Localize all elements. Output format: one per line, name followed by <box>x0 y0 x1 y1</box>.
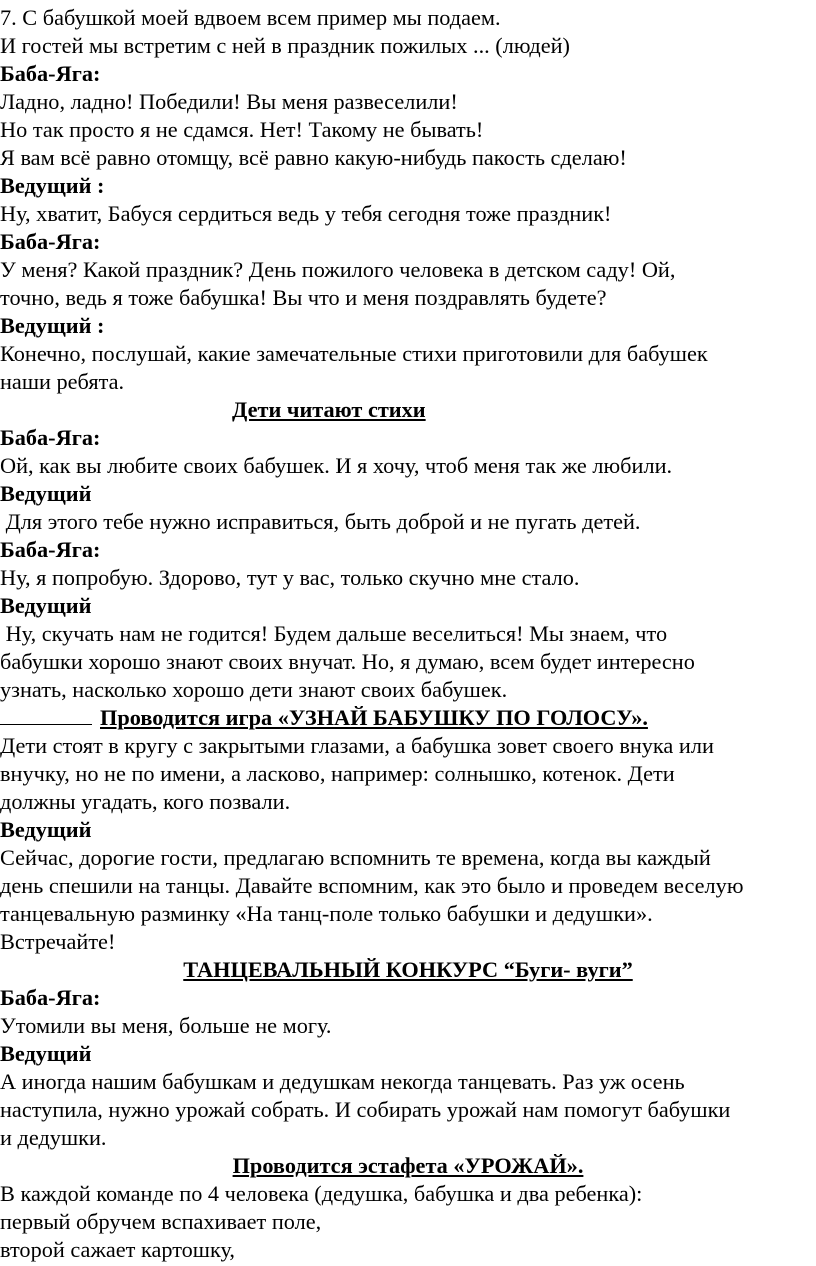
text-line: и дедушки. <box>0 1125 107 1150</box>
text-line: У меня? Какой праздник? День пожилого человека в детском саду! Ой, <box>0 257 676 282</box>
text-line: Конечно, послушай, какие замечательные стихи приготовили для бабушек <box>0 341 708 366</box>
speaker-label: Ведущий <box>0 481 92 506</box>
section-heading: Проводится игра «УЗНАЙ БАБУШКУ ПО ГОЛОСУ». <box>100 705 648 730</box>
speaker-label: Баба-Яга: <box>0 985 101 1010</box>
text-line: бабушки хорошо знают своих внучат. Но, я думаю, всем будет интересно <box>0 649 695 674</box>
section-heading-row <box>0 704 648 731</box>
text-line: Для этого тебе нужно исправиться, быть доброй и не пугать детей. <box>0 509 641 534</box>
text-line: Встречайте! <box>0 929 116 954</box>
section-heading: Проводится эстафета «УРОЖАЙ». <box>232 1153 584 1178</box>
text-line: должны угадать, кого позвали. <box>0 789 291 814</box>
text-line: наши ребята. <box>0 369 125 394</box>
text-line: танцевальную разминку «На танц-поле только бабушки и дедушки». <box>0 901 653 926</box>
text-line: 7. С бабушкой моей вдвоем всем пример мы подаем. <box>0 5 501 30</box>
speaker-label: Баба-Яга: <box>0 229 101 254</box>
speaker-label: Ведущий <box>0 1041 92 1066</box>
speaker-label: Ведущий : <box>0 173 105 198</box>
text-line: первый обручем вспахивает поле, <box>0 1209 322 1234</box>
speaker-label: Ведущий <box>0 593 92 618</box>
text-line: Сейчас, дорогие гости, предлагаю вспомнить те времена, когда вы каждый <box>0 845 711 870</box>
text-line: И гостей мы встретим с ней в праздник пожилых ... (людей) <box>0 33 570 58</box>
text-line: А иногда нашим бабушкам и дедушкам некогда танцевать. Раз уж осень <box>0 1069 685 1094</box>
text-line: Но так просто я не сдамся. Нет! Такому не бывать! <box>0 117 484 142</box>
section-heading: Дети читают стихи <box>232 397 426 422</box>
speaker-label: Баба-Яга: <box>0 537 101 562</box>
text-line: узнать, насколько хорошо дети знают своих бабушек. <box>0 677 508 702</box>
text-line: Ну, хватит, Бабуся сердиться ведь у тебя сегодня тоже праздник! <box>0 201 612 226</box>
speaker-label: Ведущий : <box>0 313 105 338</box>
speaker-label: Ведущий <box>0 817 92 842</box>
text-line: Ну, я попробую. Здорово, тут у вас, только скучно мне стало. <box>0 565 580 590</box>
text-line: Дети стоят в кругу с закрытыми глазами, а бабушка зовет своего внука или <box>0 733 714 758</box>
text-line: точно, ведь я тоже бабушка! Вы что и меня поздравлять будете? <box>0 285 607 310</box>
text-line: Утомили вы меня, больше не могу. <box>0 1013 332 1038</box>
speaker-label: Баба-Яга: <box>0 425 101 450</box>
text-line: Ну, скучать нам не годится! Будем дальше веселиться! Мы знаем, что <box>0 621 668 646</box>
underline-rule <box>0 704 92 725</box>
text-line: В каждой команде по 4 человека (дедушка, бабушка и два ребенка): <box>0 1181 643 1206</box>
text-line: день спешили на танцы. Давайте вспомним, как это было и проведем веселую <box>0 873 744 898</box>
text-line: внучку, но не по имени, а ласково, например: солнышко, котенок. Дети <box>0 761 675 786</box>
text-line: Ладно, ладно! Победили! Вы меня развеселили! <box>0 89 458 114</box>
text-line: Я вам всё равно отомщу, всё равно какую-нибудь пакость сделаю! <box>0 145 627 170</box>
speaker-label: Баба-Яга: <box>0 61 101 86</box>
text-line: наступила, нужно урожай собрать. И собирать урожай нам помогут бабушки <box>0 1097 731 1122</box>
section-heading: ТАНЦЕВАЛЬНЫЙ КОНКУРС “Буги- вуги” <box>183 957 633 982</box>
text-line: Ой, как вы любите своих бабушек. И я хочу, чтоб меня так же любили. <box>0 453 673 478</box>
text-line: второй сажает картошку, <box>0 1237 235 1262</box>
